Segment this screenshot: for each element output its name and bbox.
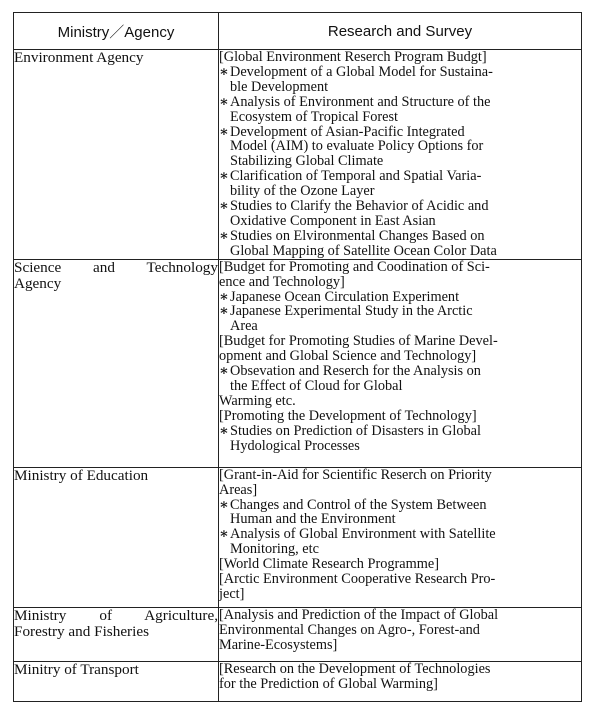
research-item [219,199,581,214]
research-item [219,169,581,184]
table-row [14,259,582,467]
ministry-name-line: Ministry of Agriculture, [14,606,218,624]
table-row [14,467,582,607]
research-text-line: Environmental Changes on Agro-, Forest-and [219,621,480,638]
asterisk-bullet-icon: ∗ [219,303,229,320]
ministry-cell [14,259,219,467]
asterisk-bullet-icon: ∗ [219,363,229,380]
research-text-line: Global Mapping of Satellite Ocean Color Data [230,242,497,259]
asterisk-bullet-icon: ∗ [219,288,229,305]
budget-heading: [Budget for Promoting and Coodination of Sci- [219,258,490,275]
research-text-line: the Effect of Cloud for Global [230,377,403,394]
budget-heading: [World Climate Research Programme] [219,556,439,573]
header-ministry-agency: Ministry／Agency [14,13,219,50]
table-row [14,661,582,701]
research-item-text: Studies on Prediction of Disasters in Global [230,422,481,439]
budget-heading: [Budget for Promoting Studies of Marine Devel- [219,333,498,350]
header-research-survey: Research and Survey [219,13,582,50]
research-cell [219,259,582,467]
research-text-line: Model (AIM) to evaluate Policy Options for [230,138,484,155]
research-item-text: Analysis of Environment and Structure of the [230,93,491,110]
research-item-text: Obsevation and Reserch for the Analysis on [230,363,481,380]
research-text-line: for the Prediction of Global Warming] [219,675,438,692]
budget-heading: [Analysis and Prediction of the Impact of Global [219,606,499,623]
ministry-cell [14,467,219,607]
research-table [13,12,582,702]
budget-heading: [Arctic Environment Cooperative Research Pro- [219,571,496,588]
ministry-name-line: Minitry of Transport [14,660,139,678]
budget-heading: [Research on the Development of Technologies [219,660,491,677]
research-item [219,95,581,110]
research-item [219,527,581,542]
research-text-line: Stabilizing Global Climate [230,153,384,170]
research-text-line: Human and the Environment [230,511,396,528]
research-item [219,498,581,513]
research-text-line: Area [230,318,258,335]
research-cell [219,607,582,661]
asterisk-bullet-icon: ∗ [219,168,229,185]
ministry-name-line: Ministry of Education [14,466,149,484]
ministry-cell [14,50,219,260]
research-cell [219,467,582,607]
research-text-line: bility of the Ozone Layer [230,183,375,200]
ministry-name-line: Forestry and Fisheries [14,623,149,641]
research-text-line: Hydological Processes [230,437,360,454]
research-cell [219,661,582,701]
research-text-line: Marine-Ecosystems] [219,636,338,653]
asterisk-bullet-icon: ∗ [219,198,229,215]
asterisk-bullet-icon: ∗ [219,496,229,513]
ministry-name-line: Science and Technology [14,258,218,276]
table-row [14,50,582,260]
table-row [14,607,582,661]
research-item [219,125,581,140]
table-body [14,50,582,702]
research-item [219,65,581,80]
research-item [219,424,581,439]
research-text-line: Areas] [219,481,258,498]
research-text-line: ence and Technology] [219,273,345,290]
asterisk-bullet-icon: ∗ [219,93,229,110]
research-text-line: ble Development [230,78,329,95]
research-item-text: Development of a Global Model for Sustaina- [230,63,493,80]
research-text-line: Oxidative Component in East Asian [230,212,436,229]
research-item [219,364,581,379]
research-text-line: Ecosystem of Tropical Forest [230,108,398,125]
research-cell [219,50,582,260]
asterisk-bullet-icon: ∗ [219,422,229,439]
research-item [219,290,581,305]
ministry-cell [14,607,219,661]
research-text-line: opment and Global Science and Technology] [219,348,477,365]
research-item-text: Studies to Clarify the Behavior of Acidic and [230,198,489,215]
asterisk-bullet-icon: ∗ [219,63,229,80]
table-header-row [14,13,582,50]
research-item [219,304,581,319]
ministry-cell [14,661,219,701]
budget-heading: [Global Environment Reserch Program Budgt] [219,49,487,65]
budget-heading: [Grant-in-Aid for Scientific Reserch on Priority [219,466,492,483]
research-item-text: Clarification of Temporal and Spatial Varia- [230,168,482,185]
research-item-text: Japanese Experimental Study in the Arctic [230,303,473,320]
research-item-text: Analysis of Global Environment with Satellite [230,526,496,543]
research-item-text: Development of Asian-Pacific Integrated [230,123,465,140]
research-text-line: Monitoring, etc [230,541,319,558]
asterisk-bullet-icon: ∗ [219,526,229,543]
research-text-line: Warming etc. [219,392,296,409]
research-item [219,229,581,244]
ministry-name-line: Environment Agency [14,49,144,66]
research-item-text: Changes and Control of the System Between [230,496,487,513]
research-item-text: Studies on Elvironmental Changes Based on [230,227,485,244]
budget-heading: [Promoting the Development of Technology] [219,407,477,424]
asterisk-bullet-icon: ∗ [219,123,229,140]
asterisk-bullet-icon: ∗ [219,227,229,244]
research-item-text: Japanese Ocean Circulation Experiment [230,288,460,305]
research-text-line: ject] [219,585,245,602]
ministry-name-line: Agency [14,275,62,293]
